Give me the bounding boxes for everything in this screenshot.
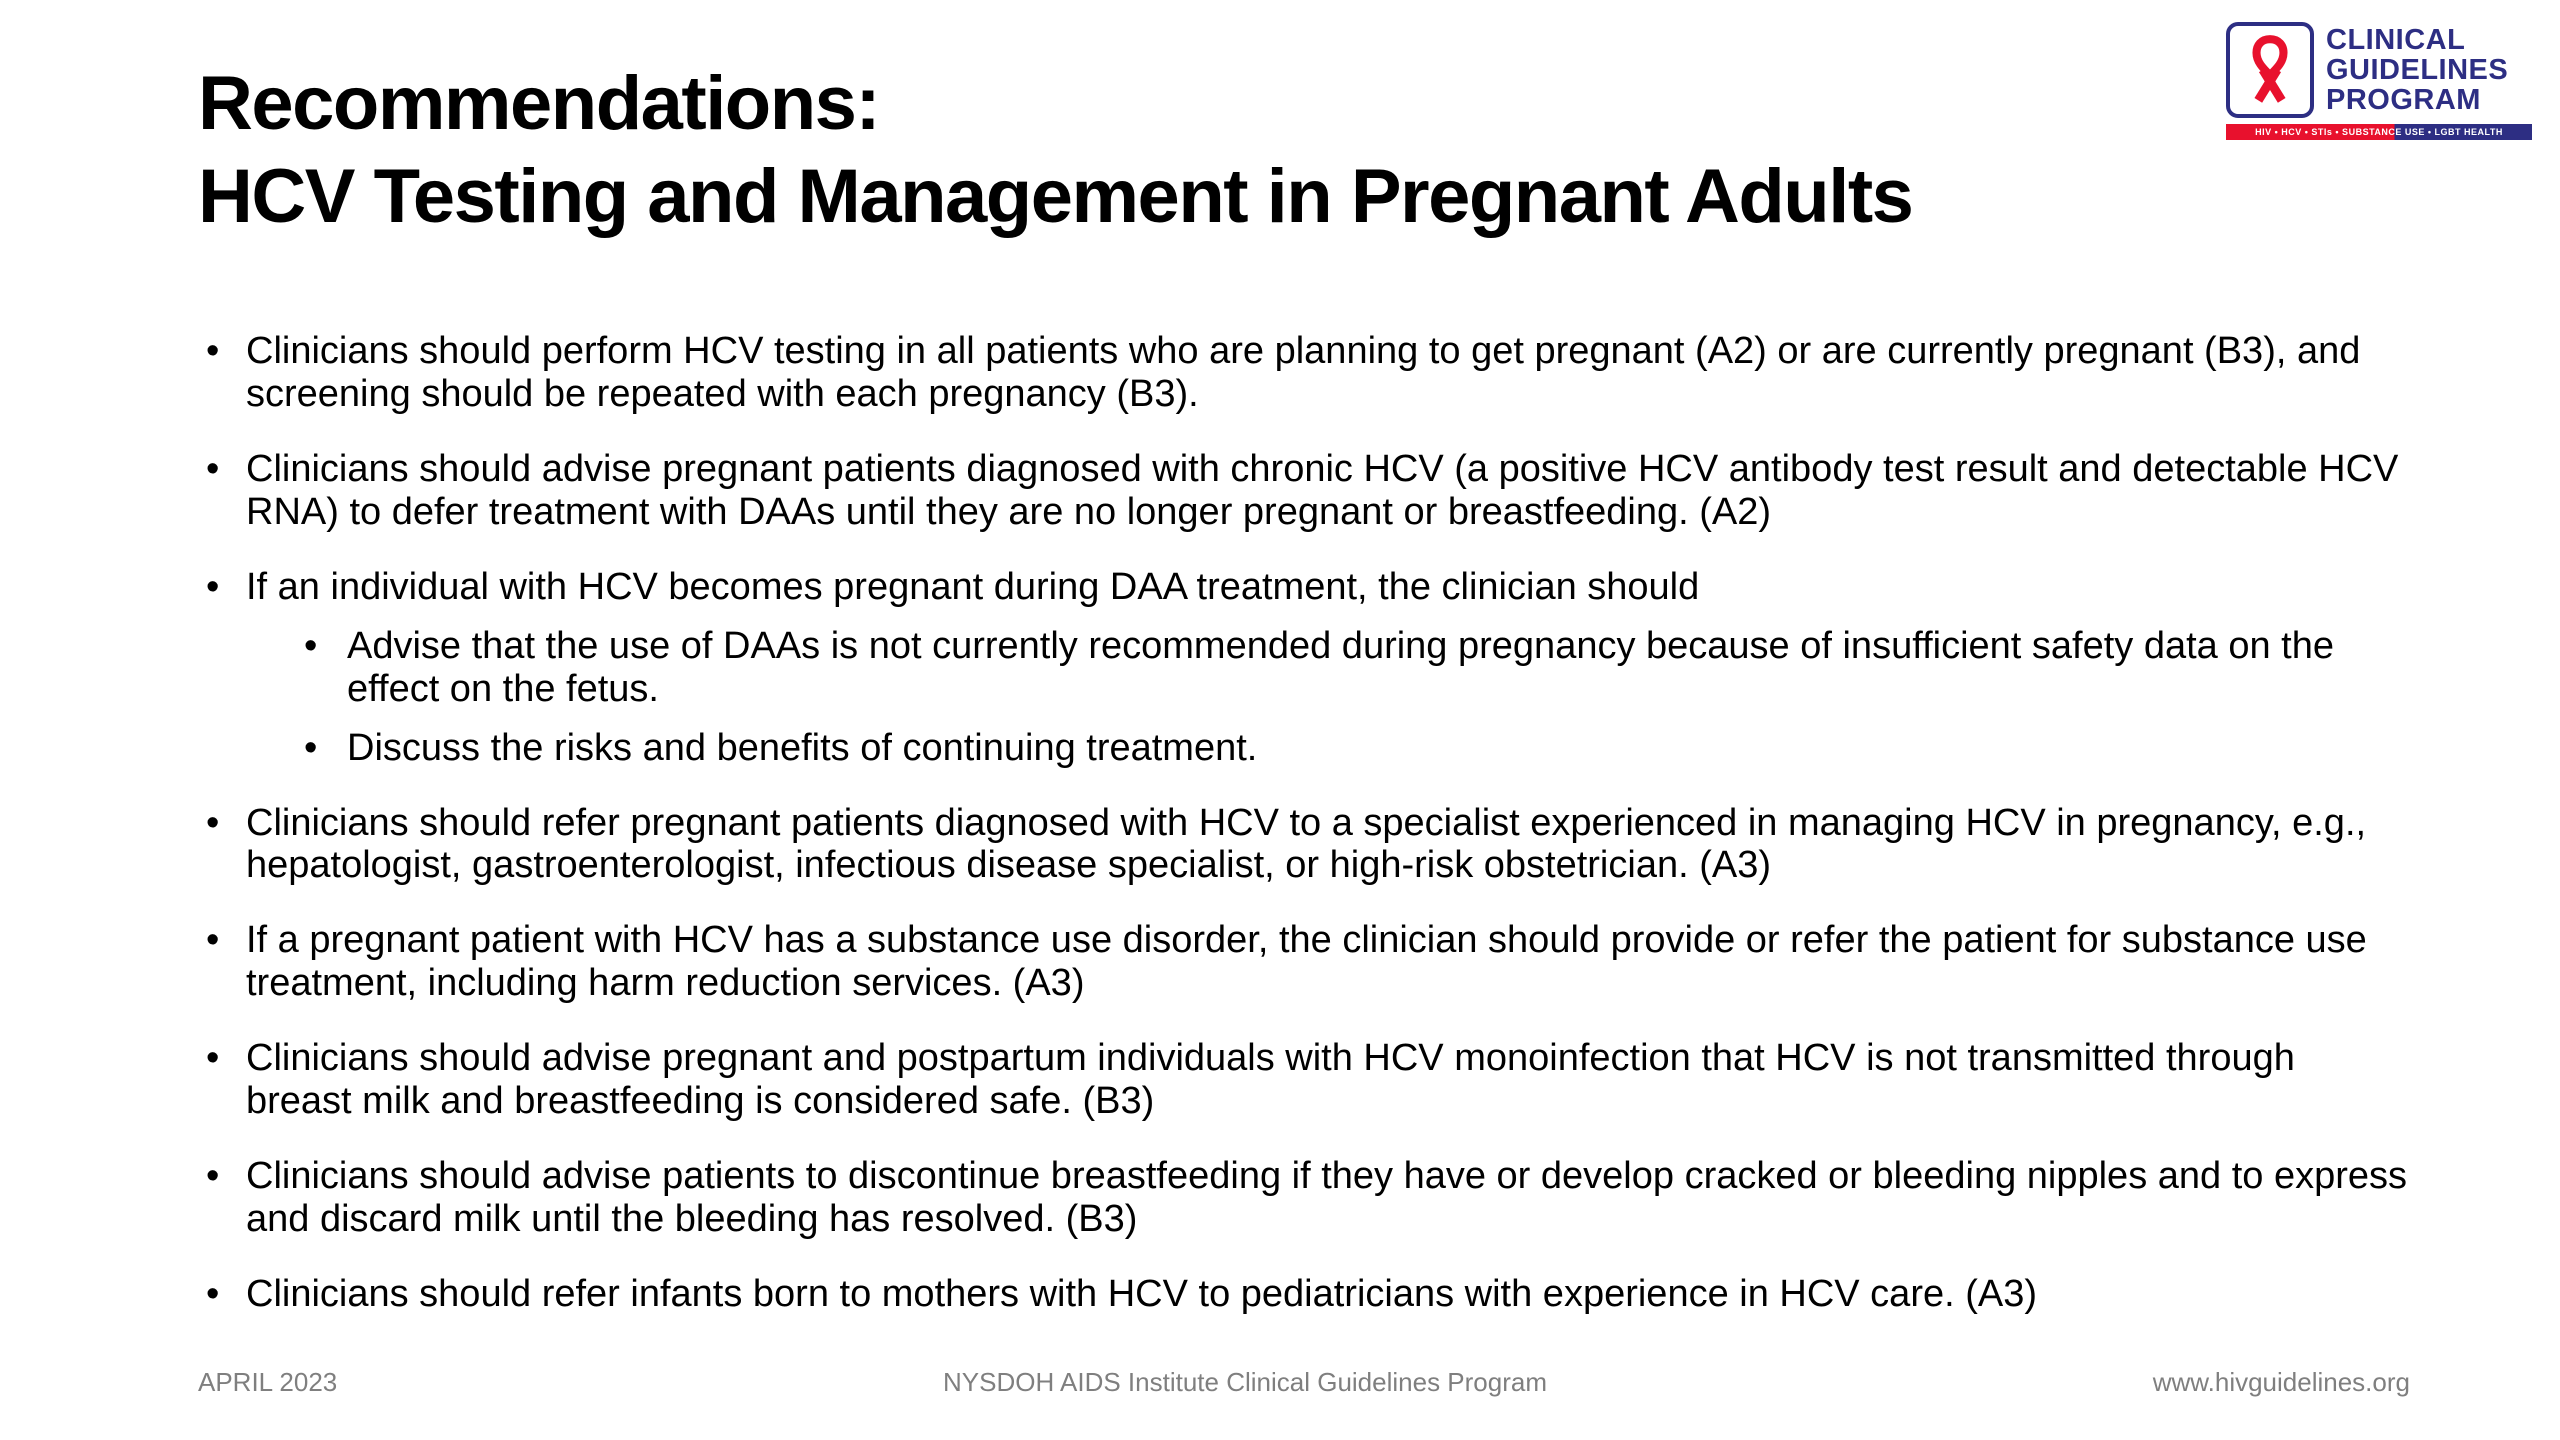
list-item xyxy=(206,448,2410,534)
bullet-marker xyxy=(206,802,246,888)
bullet-text: Clinicians should refer pregnant patients diagnosed with HCV to a specialist experienced in managing HCV in pregnancy, e.g., hepatologist, gastroenterologist, infectious disease specialist, or high-risk obstetrician. (A3) xyxy=(246,801,2367,887)
logo-text-line3: PROGRAM xyxy=(2326,84,2481,117)
list-item xyxy=(206,802,2410,888)
sub-bullet-text: Discuss the risks and benefits of continuing treatment. xyxy=(347,726,1258,769)
bullet-text: If an individual with HCV becomes pregnant during DAA treatment, the clinician should xyxy=(246,565,1700,608)
footer-date: APRIL 2023 xyxy=(198,1367,338,1397)
list-item xyxy=(206,330,2410,416)
logo-text xyxy=(2326,25,2508,115)
logo-text-line2: GUIDELINES xyxy=(2326,53,2509,86)
slide-title xyxy=(198,58,1912,243)
bullet-text: Clinicians should advise patients to discontinue breastfeeding if they have or develop cracked or bleeding nipples and to express and discard milk until the bleeding has resolved. (B3) xyxy=(246,1155,2408,1241)
list-item xyxy=(206,566,2410,770)
list-item xyxy=(206,1155,2410,1241)
bullet-marker xyxy=(206,448,246,534)
bullet-marker xyxy=(206,1037,246,1123)
footer-website: www.hivguidelines.org xyxy=(2152,1367,2410,1397)
list-item xyxy=(206,1273,2410,1316)
awareness-ribbon-icon xyxy=(2243,32,2297,109)
slide-title-line2: HCV Testing and Management in Pregnant Adults xyxy=(198,153,1913,239)
bullet-marker xyxy=(304,727,347,770)
bullet-marker xyxy=(206,566,246,770)
bullet-marker xyxy=(206,1273,246,1316)
footer-program-name: NYSDOH AIDS Institute Clinical Guidelines Program xyxy=(942,1367,1547,1397)
bullet-marker xyxy=(206,330,246,416)
logo-tagline-bar: HIV • HCV • STIs • SUBSTANCE USE • LGBT HEALTH xyxy=(2226,124,2532,140)
logo-top xyxy=(2226,22,2532,118)
slide-footer xyxy=(198,1367,2410,1398)
sub-bullet-text: Advise that the use of DAAs is not currently recommended during pregnancy because of insufficient safety data on the effect on the fetus. xyxy=(347,624,2335,710)
sub-list-item xyxy=(304,625,2410,711)
sub-list-item xyxy=(304,727,2410,770)
list-item xyxy=(206,919,2410,1005)
list-item xyxy=(206,1037,2410,1123)
bullet-marker xyxy=(304,625,347,711)
sub-list xyxy=(304,625,2410,770)
bullet-marker xyxy=(206,919,246,1005)
bullet-text: Clinicians should advise pregnant and postpartum individuals with HCV monoinfection that HCV is not transmitted through breast milk and breastfeeding is considered safe. (B3) xyxy=(246,1037,2295,1123)
logo-text-line1: CLINICAL xyxy=(2326,23,2466,56)
bullet-text: Clinicians should refer infants born to mothers with HCV to pediatricians with experience in HCV care. (A3) xyxy=(246,1273,2038,1315)
clinical-guidelines-program-logo xyxy=(2226,22,2532,140)
recommendations-list xyxy=(206,330,2410,1348)
bullet-text: If a pregnant patient with HCV has a substance use disorder, the clinician should provide or refer the patient for substance use treatment, including harm reduction services. (A3) xyxy=(246,919,2367,1005)
ribbon-box xyxy=(2226,22,2314,118)
bullet-marker xyxy=(206,1155,246,1241)
bullet-text: Clinicians should perform HCV testing in all patients who are planning to get pregnant (A2) or are currently pregnant (B3), and screening should be repeated with each pregnancy (B3). xyxy=(246,330,2361,415)
bullet-text-with-sublist xyxy=(246,566,2410,770)
slide-title-line1: Recommendations: xyxy=(198,61,880,146)
bullet-text: Clinicians should advise pregnant patients diagnosed with chronic HCV (a positive HCV antibody test result and detectable HCV RNA) to defer treatment with DAAs until they are no longer pregnant or breastfeeding. (A2) xyxy=(246,447,2399,533)
